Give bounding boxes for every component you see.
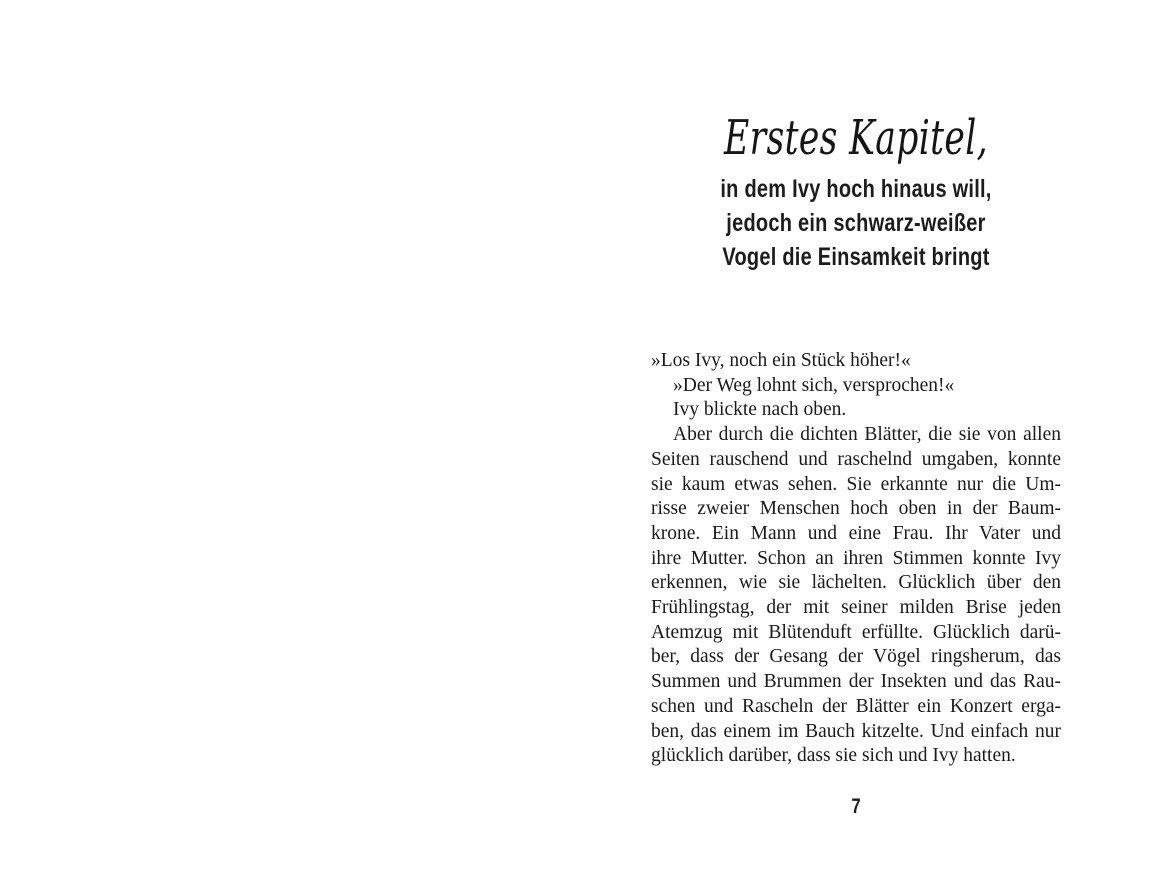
body-line: erkennen, wie sie lächelten. Glücklich über den [651,572,1061,594]
body-line: krone. Ein Mann und eine Frau. Ihr Vater und [651,522,1061,544]
chapter-subtitle [692,172,1020,274]
body-line: Seiten rauschend und raschelnd umgaben, konnte [651,448,1061,470]
page-number: 7 [851,795,861,818]
body-line: schen und Rascheln der Blätter ein Konzert erga- [651,695,1061,717]
body-line: Aber durch die dichten Blätter, die sie von allen [673,424,1061,446]
body-line: Frühlingstag, der mit seiner milden Brise jeden [651,597,1061,619]
body-line: risse zweier Menschen hoch oben in der Baum- [651,498,1061,520]
chapter-title: Erstes Kapitel, [724,110,988,166]
body-line: glücklich darüber, dass sie sich und Ivy hatten. [651,745,1016,767]
chapter-subtitle-line: Vogel die Einsamkeit bringt [722,243,990,271]
body-line: ben, das einem im Bauch kitzelte. Und einfach nur [651,720,1061,742]
chapter-subtitle-line: in dem Ivy hoch hinaus will, [720,175,992,203]
body-line: Summen und Brummen der Insekten und das Rau- [651,671,1061,693]
body-line: Ivy blickte nach oben. [673,399,847,421]
body-line: ber, dass der Gesang der Vögel ringsherum, das [651,646,1061,668]
chapter-subtitle-line: jedoch ein schwarz-weißer [726,209,986,237]
body-line: Atemzug mit Blütenduft erfüllte. Glücklich darü- [651,621,1061,643]
body-line: ihre Mutter. Schon an ihren Stimmen konnte Ivy [651,547,1061,569]
body-line: sie kaum etwas sehen. Sie erkannte nur die Um- [651,473,1061,495]
body-text [651,349,1061,769]
body-line: »Der Weg lohnt sich, versprochen!« [673,374,955,396]
body-line: »Los Ivy, noch ein Stück höher!« [651,350,911,371]
